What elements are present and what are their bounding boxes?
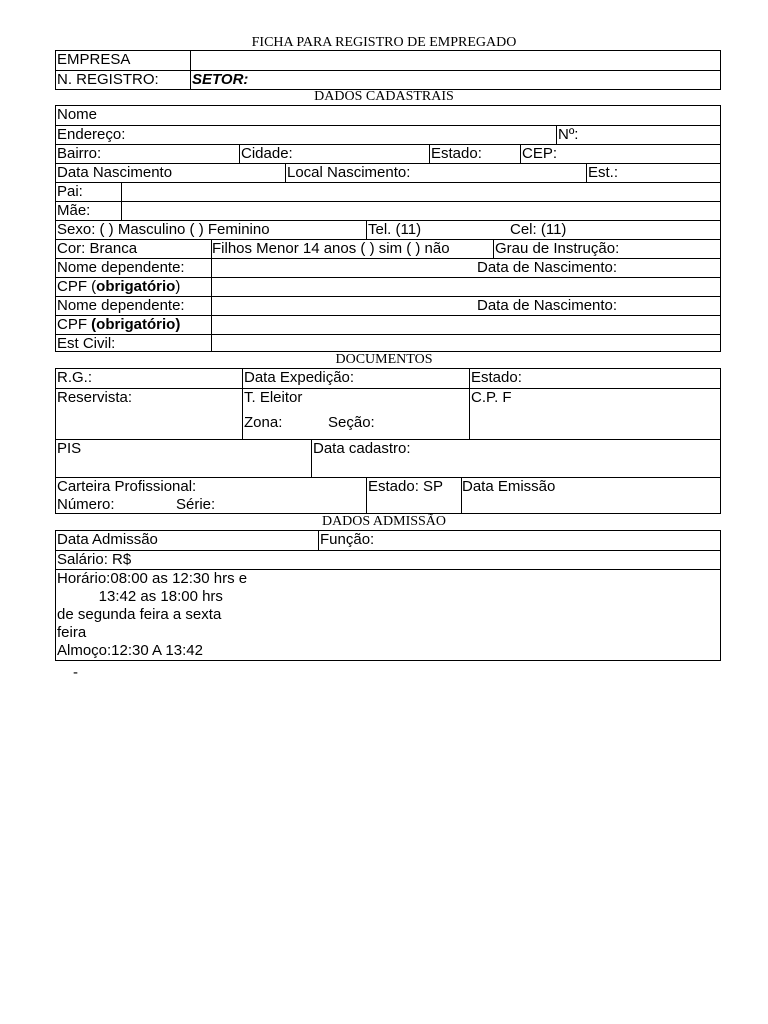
mae-row (56, 201, 720, 220)
rg-row (56, 369, 720, 388)
est-civil-label: Est Civil: (57, 335, 116, 352)
t-eleitor-label: T. Eleitor (244, 389, 303, 406)
empresa-label: EMPRESA (57, 51, 131, 68)
cep-label: CEP: (522, 145, 558, 162)
horario-line-1: Horário:08:00 as 12:30 hrs e (57, 570, 248, 587)
admissao-table (55, 530, 721, 661)
endereco-row (56, 125, 720, 144)
horario-line-4: feira (57, 624, 87, 641)
secao-label: Seção: (328, 414, 375, 431)
cadastrais-table (55, 105, 721, 352)
estado-sp-label: Estado: SP (368, 478, 444, 495)
numero-carteira-label: Número: (57, 496, 115, 513)
endereco-label: Endereço: (57, 126, 126, 143)
data-expedicao-label: Data Expedição: (244, 369, 355, 386)
filhos-label: Filhos Menor 14 anos ( ) sim ( ) não (212, 240, 450, 257)
local-nascimento-label: Local Nascimento: (287, 164, 411, 181)
cpf2-row (56, 315, 720, 334)
sexo-label: Sexo: ( ) Masculino ( ) Feminino (57, 221, 270, 238)
almoco-line: Almoço:12:30 A 13:42 (57, 642, 203, 659)
data-cadastro-label: Data cadastro: (313, 440, 411, 457)
horario-row (56, 569, 720, 661)
data-nasc-dependente-label: Data de Nascimento: (477, 259, 618, 276)
est-civil-row (56, 334, 720, 352)
pai-label: Pai: (57, 183, 83, 200)
cpf1-label: CPF (obrigatório) (57, 278, 181, 295)
serie-label: Série: (176, 496, 216, 513)
pis-row (56, 439, 720, 477)
data-nascimento-label: Data Nascimento (57, 164, 173, 181)
horario-line-3: de segunda feira a sexta (57, 606, 222, 623)
nome-row (56, 106, 720, 125)
empresa-row (56, 51, 720, 70)
registro-row (56, 70, 720, 90)
dependente1-row (56, 258, 720, 277)
cor-label: Cor: Branca (57, 240, 138, 257)
form-title: FICHA PARA REGISTRO DE EMPREGADO (251, 35, 517, 50)
cel-label: Cel: (11) (510, 221, 567, 238)
nascimento-row (56, 163, 720, 182)
setor-label: SETOR: (192, 71, 249, 88)
estado-rg-label: Estado: (471, 369, 522, 386)
carteira-row (56, 477, 720, 514)
cpf1-row (56, 277, 720, 296)
admissao-row (56, 531, 720, 550)
estado-label: Estado: (431, 145, 482, 162)
carteira-label: Carteira Profissional: (57, 478, 197, 495)
nome-dependente2-label: Nome dependente: (57, 297, 185, 314)
est-label: Est.: (588, 164, 619, 181)
section-admissao: DADOS ADMISSÃO (321, 514, 447, 529)
registro-label: N. REGISTRO: (57, 71, 159, 88)
nome-label: Nome (57, 106, 98, 123)
zona-label: Zona: (244, 414, 283, 431)
horario-line-2: 13:42 as 18:00 hrs (57, 588, 223, 605)
numero-label: Nº: (558, 126, 579, 143)
header-table (55, 50, 721, 90)
rg-label: R.G.: (57, 369, 93, 386)
cpf2-label: CPF (obrigatório) (57, 316, 181, 333)
data-emissao-label: Data Emissão (462, 478, 556, 495)
footer-mark: - (73, 664, 78, 681)
salario-row (56, 550, 720, 569)
nome-dependente-label: Nome dependente: (57, 259, 185, 276)
cidade-label: Cidade: (241, 145, 293, 162)
documentos-table (55, 368, 721, 514)
data-admissao-label: Data Admissão (57, 531, 158, 548)
cor-row (56, 239, 720, 258)
grau-label: Grau de Instrução: (495, 240, 620, 257)
reservista-row (56, 388, 720, 439)
reservista-label: Reservista: (57, 389, 133, 406)
section-documentos: DOCUMENTOS (335, 352, 433, 367)
tel-label: Tel. (11) (368, 221, 422, 238)
section-cadastrais: DADOS CADASTRAIS (314, 89, 454, 104)
mae-label: Mãe: (57, 202, 91, 219)
funcao-label: Função: (320, 531, 375, 548)
pai-row (56, 182, 720, 201)
data-nasc-dependente2-label: Data de Nascimento: (477, 297, 618, 314)
pis-label: PIS (57, 440, 82, 457)
bairro-label: Bairro: (57, 145, 102, 162)
cpf-doc-label: C.P. F (471, 389, 512, 406)
salario-label: Salário: R$ (57, 551, 132, 568)
dependente2-row (56, 296, 720, 315)
bairro-row (56, 144, 720, 163)
sexo-row (56, 220, 720, 239)
